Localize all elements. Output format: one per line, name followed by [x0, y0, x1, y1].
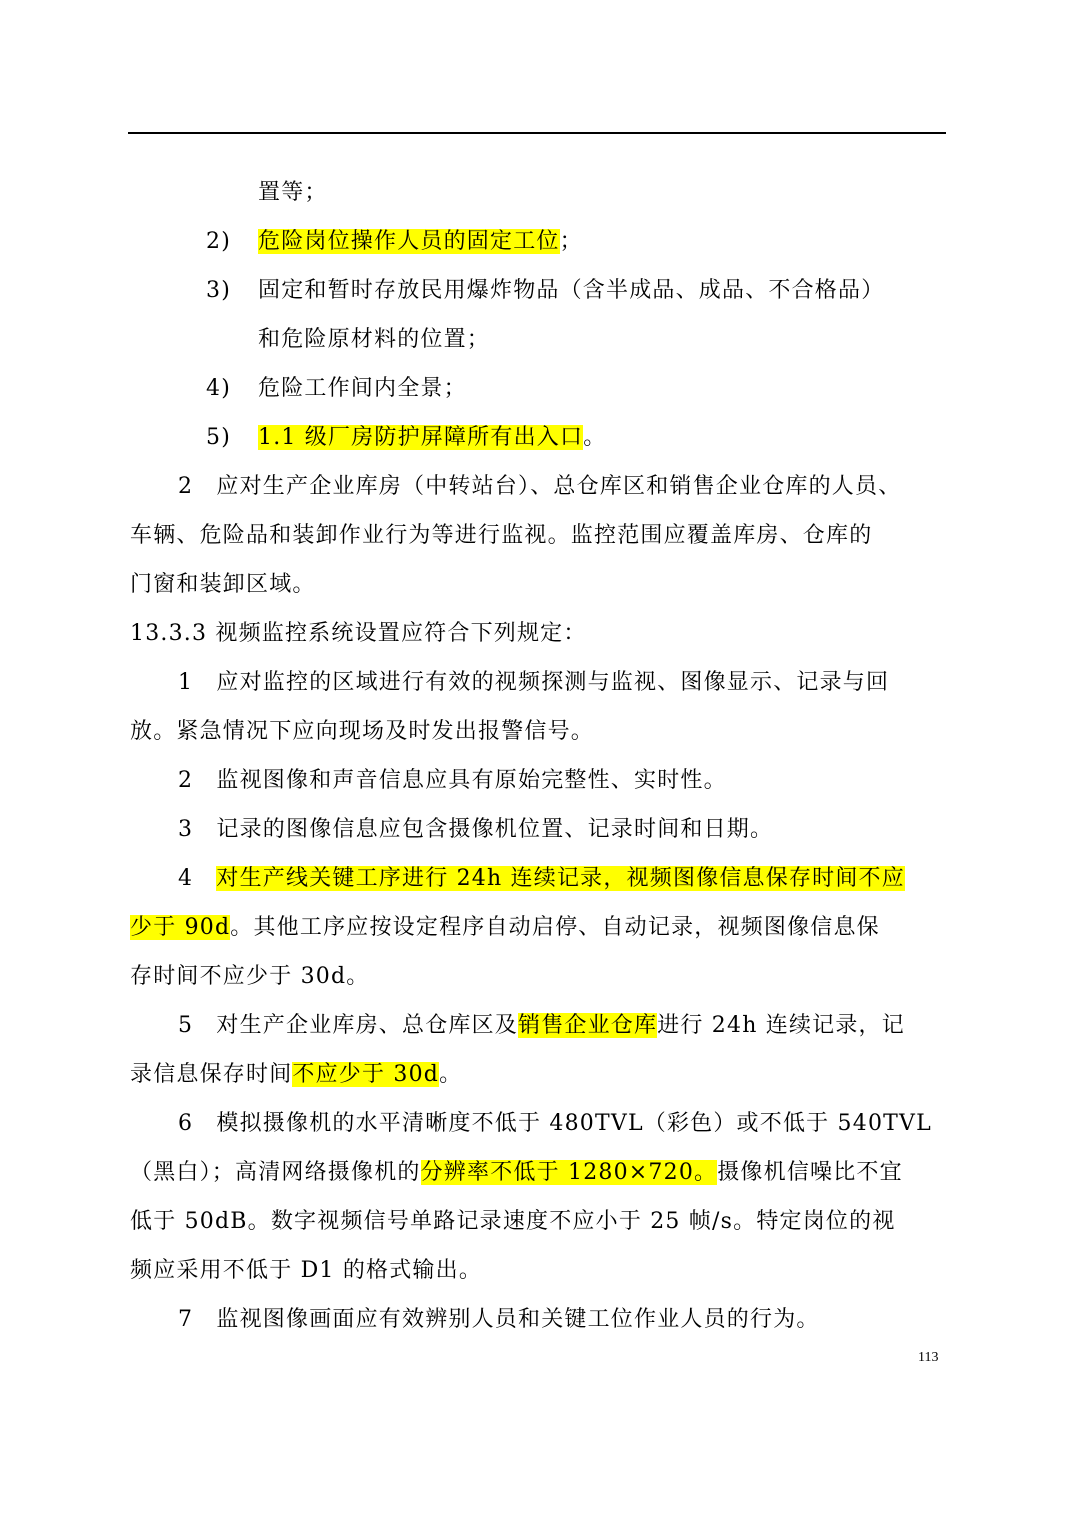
text-fragment: 摄像机信噪比不宜: [717, 1160, 903, 1185]
highlighted-text: 销售企业仓库: [518, 1013, 658, 1038]
page-number: 113: [918, 1350, 939, 1365]
text-line: [178, 1011, 905, 1041]
text-fragment: ；: [559, 229, 583, 254]
text-line: 存时间不应少于 30d。: [130, 964, 370, 989]
text-line: 放。紧急情况下应向现场及时发出报警信号。: [130, 719, 595, 744]
text-line: 1 应对监控的区域进行有效的视频探测与监视、图像显示、记录与回: [178, 670, 890, 695]
text-line: [130, 913, 880, 943]
list-number: 3): [206, 278, 231, 303]
list-number: 5): [206, 425, 231, 450]
highlighted-text: 分辨率不低于 1280×720。: [420, 1160, 718, 1185]
text-line: 3 记录的图像信息应包含摄像机位置、记录时间和日期。: [178, 817, 774, 842]
text-line: 低于 50dB。数字视频信号单路记录速度不应小于 25 帧/s。特定岗位的视: [130, 1209, 896, 1234]
highlighted-text: 对生产线关键工序进行 24h 连续记录，视频图像信息保存时间不应: [216, 866, 905, 891]
text-fragment: 。其他工序应按设定程序自动启停、自动记录，视频图像信息保: [230, 915, 880, 940]
highlighted-text: 不应少于 30d: [292, 1062, 440, 1087]
text-line: 置等；: [258, 180, 328, 205]
section-heading: 13.3.3 视频监控系统设置应符合下列规定：: [130, 621, 587, 646]
list-number: 2): [206, 229, 231, 254]
text-fragment: 5 对生产企业库房、总仓库区及: [178, 1013, 518, 1038]
text-fragment: 进行 24h 连续记录，记: [657, 1013, 905, 1038]
text-line: 6 模拟摄像机的水平清晰度不低于 480TVL（彩色）或不低于 540TVL: [178, 1111, 932, 1136]
list-number: 4): [206, 376, 231, 401]
text-line: 频应采用不低于 D1 的格式输出。: [130, 1258, 483, 1283]
text-fragment: 固定和暂时存放民用爆炸物品（含半成品、成品、不合格品）: [258, 278, 885, 303]
text-fragment: 。: [439, 1062, 463, 1087]
list-item: [206, 276, 884, 306]
text-fragment: 4: [178, 866, 217, 891]
header-rule: [128, 132, 946, 134]
text-line: 车辆、危险品和装卸作业行为等进行监视。监控范围应覆盖库房、仓库的: [130, 523, 873, 548]
text-line: [130, 1060, 462, 1090]
text-line: [178, 864, 905, 894]
text-fragment: 。: [583, 425, 607, 450]
text-line: [130, 1158, 903, 1188]
highlighted-text: 少于 90d: [130, 915, 231, 940]
list-item: [206, 374, 467, 404]
text-fragment: （黑白）；高清网络摄像机的: [130, 1160, 421, 1185]
text-fragment: 危险工作间内全景；: [258, 376, 467, 401]
text-line: 7 监视图像画面应有效辨别人员和关键工位作业人员的行为。: [178, 1307, 820, 1332]
highlighted-text: 危险岗位操作人员的固定工位: [258, 229, 560, 254]
highlighted-text: 1.1 级厂房防护屏障所有出入口: [258, 425, 584, 450]
list-item: [206, 423, 606, 453]
text-line: 2 应对生产企业库房（中转站台）、总仓库区和销售企业仓库的人员、: [178, 474, 902, 499]
list-item: [206, 227, 583, 257]
text-line: 门窗和装卸区域。: [130, 572, 316, 597]
text-line: 2 监视图像和声音信息应具有原始完整性、实时性。: [178, 768, 727, 793]
text-line: 和危险原材料的位置；: [258, 327, 491, 352]
text-fragment: 录信息保存时间: [130, 1062, 293, 1087]
